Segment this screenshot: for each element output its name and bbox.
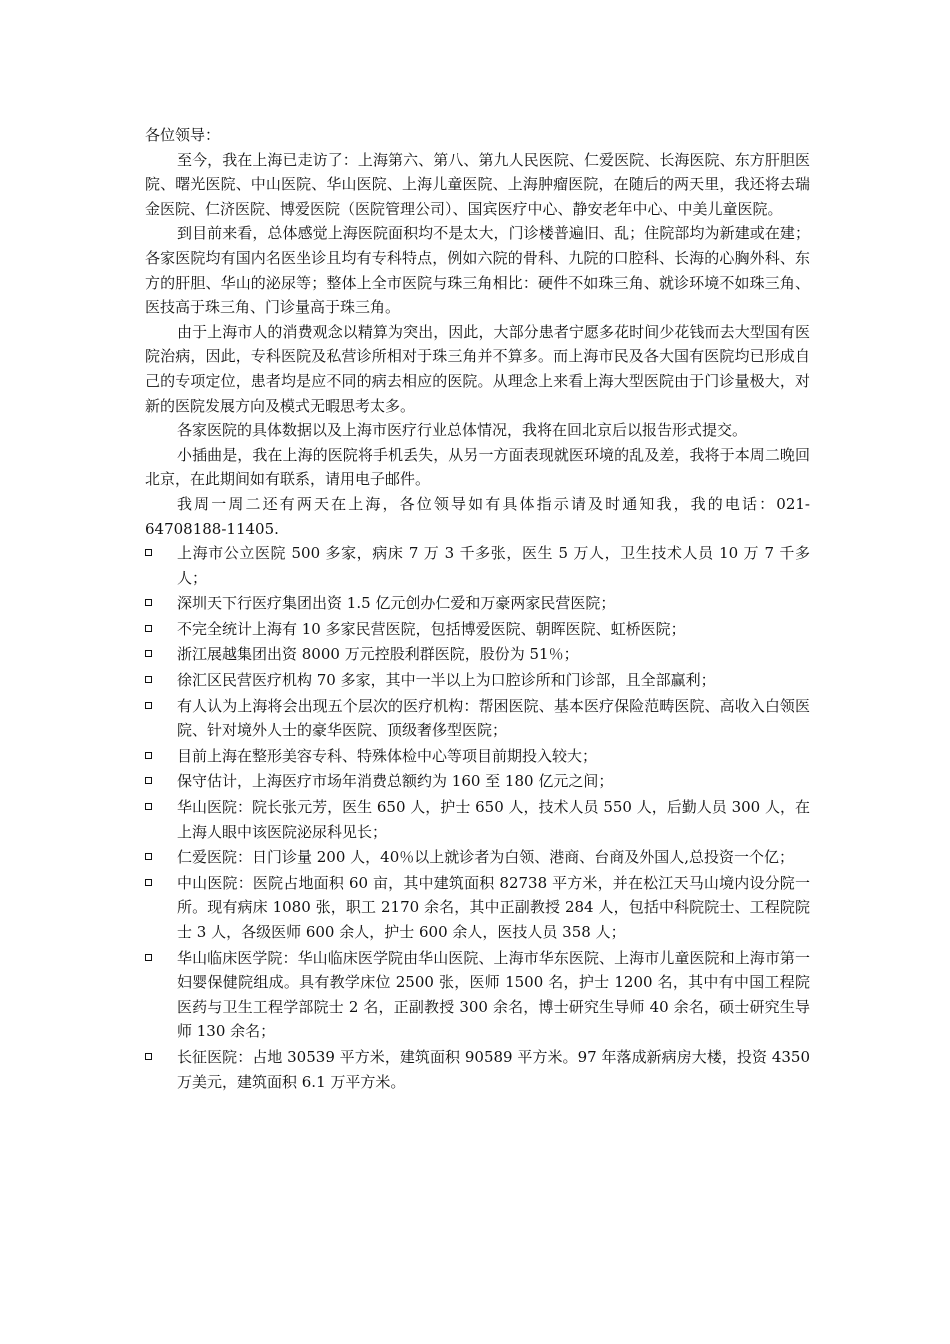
list-item: [145, 769, 810, 794]
list-item-text: 华山临床医学院：华山临床医学院由华山医院、上海市华东医院、上海市儿童医院和上海市第一妇婴保健院组成。具有教学床位 2500 张，医师 1500 名，护士 1200 名，其中有中国工程院医药与卫生工程学部院士 2 名，正副教授 300 余名，博士研究生导师 40 余名，硕士研究生导师 130 余名；: [177, 948, 810, 1041]
list-item-text: 中山医院：医院占地面积 60 亩，其中建筑面积 82738 平方米，并在松江天马山境内设分院一所。现有病床 1080 张，职工 2170 余名，其中正副教授 284 人，包括中科院院士、工程院院士 3 人，各级医师 600 余人，护士 600 余人，医技人员 358 人；: [177, 873, 810, 941]
list-item-text: 长征医院：占地 30539 平方米，建筑面积 90589 平方米。97 年落成新病房大楼，投资 4350 万美元，建筑面积 6.1 万平方米。: [177, 1047, 810, 1091]
list-item-text: 华山医院：院长张元芳，医生 650 人，护士 650 人，技术人员 550 人，后勤人员 300 人，在上海人眼中该医院泌尿科见长；: [177, 798, 810, 841]
list-item: [145, 541, 810, 590]
list-item: [145, 845, 810, 870]
list-item-text: 上海市公立医院 500 多家，病床 7 万 3 千多张，医生 5 万人，卫生技术人员 10 万 7 千多人；: [177, 544, 810, 587]
square-bullet-icon: [145, 702, 152, 709]
square-bullet-icon: [145, 853, 152, 860]
paragraph-report-plan: 各家医院的具体数据以及上海市医疗行业总体情况，我将在回北京后以报告形式提交。: [177, 421, 748, 440]
paragraph-overall-impression: 到目前来看，总体感觉上海医院面积均不是太大，门诊楼普遍旧、乱；住院部均为新建或在建；各家医院均有国内名医坐诊且均有专科特点，例如六院的骨科、九院的口腔科、长海的心胸外科、东方的肝胆、华山的泌尿等；整体上全市医院与珠三角相比：硬件不如珠三角、就诊环境不如珠三角、医技高于珠三角、门诊量高于珠三角。: [145, 224, 810, 317]
list-item-text: 仁爱医院：日门诊量 200 人，40％以上就诊者为白领、港商、台商及外国人,总投资一个亿；: [177, 848, 795, 867]
list-item-text: 保守估计，上海医疗市场年消费总额约为 160 至 180 亿元之间；: [177, 772, 614, 791]
list-item: [145, 795, 810, 844]
list-item-text: 有人认为上海将会出现五个层次的医疗机构：帮困医院、基本医疗保险范畴医院、高收入白领医院、针对境外人士的豪华医院、顶级奢侈型医院；: [177, 696, 810, 740]
list-item: [145, 871, 810, 945]
list-item-text: 目前上海在整形美容专科、特殊体检中心等项目前期投入较大；: [177, 746, 598, 765]
square-bullet-icon: [145, 676, 152, 683]
list-item: [145, 617, 810, 642]
paragraph-visits: 至今，我在上海已走访了：上海第六、第八、第九人民医院、仁爱医院、长海医院、东方肝胆医院、曙光医院、中山医院、华山医院、上海儿童医院、上海肿瘤医院，在随后的两天里，我还将去瑞金医院、仁济医院、博爱医院（医院管理公司）、国宾医疗中心、静安老年中心、中美儿童医院。: [145, 150, 810, 218]
square-bullet-icon: [145, 1053, 152, 1060]
square-bullet-icon: [145, 777, 152, 784]
list-item: [145, 642, 810, 667]
square-bullet-icon: [145, 954, 152, 961]
document-body: [145, 123, 810, 1095]
square-bullet-icon: [145, 879, 152, 886]
list-item: [145, 694, 810, 743]
list-item: [145, 1045, 810, 1094]
list-item-text: 徐汇区民营医疗机构 70 多家，其中一半以上为口腔诊所和门诊部，且全部赢利；: [177, 671, 716, 690]
list-item: [145, 946, 810, 1044]
square-bullet-icon: [145, 752, 152, 759]
square-bullet-icon: [145, 650, 152, 657]
list-item: [145, 744, 810, 769]
list-item-text: 浙江展越集团出资 8000 万元控股利群医院，股份为 51％；: [177, 645, 579, 664]
list-item: [145, 591, 810, 616]
paragraph-consumer-concept: 由于上海市人的消费观念以精算为突出，因此，大部分患者宁愿多花时间少花钱而去大型国有医院治病，因此，专科医院及私营诊所相对于珠三角并不算多。而上海市民及各大国有医院均已形成自己的专项定位，患者均是应不同的病去相应的医院。从理念上来看上海大型医院由于门诊量极大，对新的医院发展方向及模式无暇思考太多。: [145, 322, 810, 415]
square-bullet-icon: [145, 549, 152, 556]
paragraph-contact: 我周一周二还有两天在上海，各位领导如有具体指示请及时通知我，我的电话：021-64708188-11405.: [145, 494, 810, 538]
square-bullet-icon: [145, 625, 152, 632]
list-item-text: 不完全统计上海有 10 多家民营医院，包括博爱医院、朝晖医院、虹桥医院；: [177, 619, 686, 638]
list-item-text: 深圳天下行医疗集团出资 1.5 亿元创办仁爱和万豪两家民营医院；: [177, 594, 616, 613]
list-item: [145, 668, 810, 693]
bullet-list: [145, 541, 810, 1094]
salutation: 各位领导：: [145, 126, 221, 144]
square-bullet-icon: [145, 803, 152, 810]
square-bullet-icon: [145, 599, 152, 606]
paragraph-episode: 小插曲是，我在上海的医院将手机丢失，从另一方面表现就医环境的乱及差，我将于本周二晚回北京，在此期间如有联系，请用电子邮件。: [145, 445, 810, 489]
